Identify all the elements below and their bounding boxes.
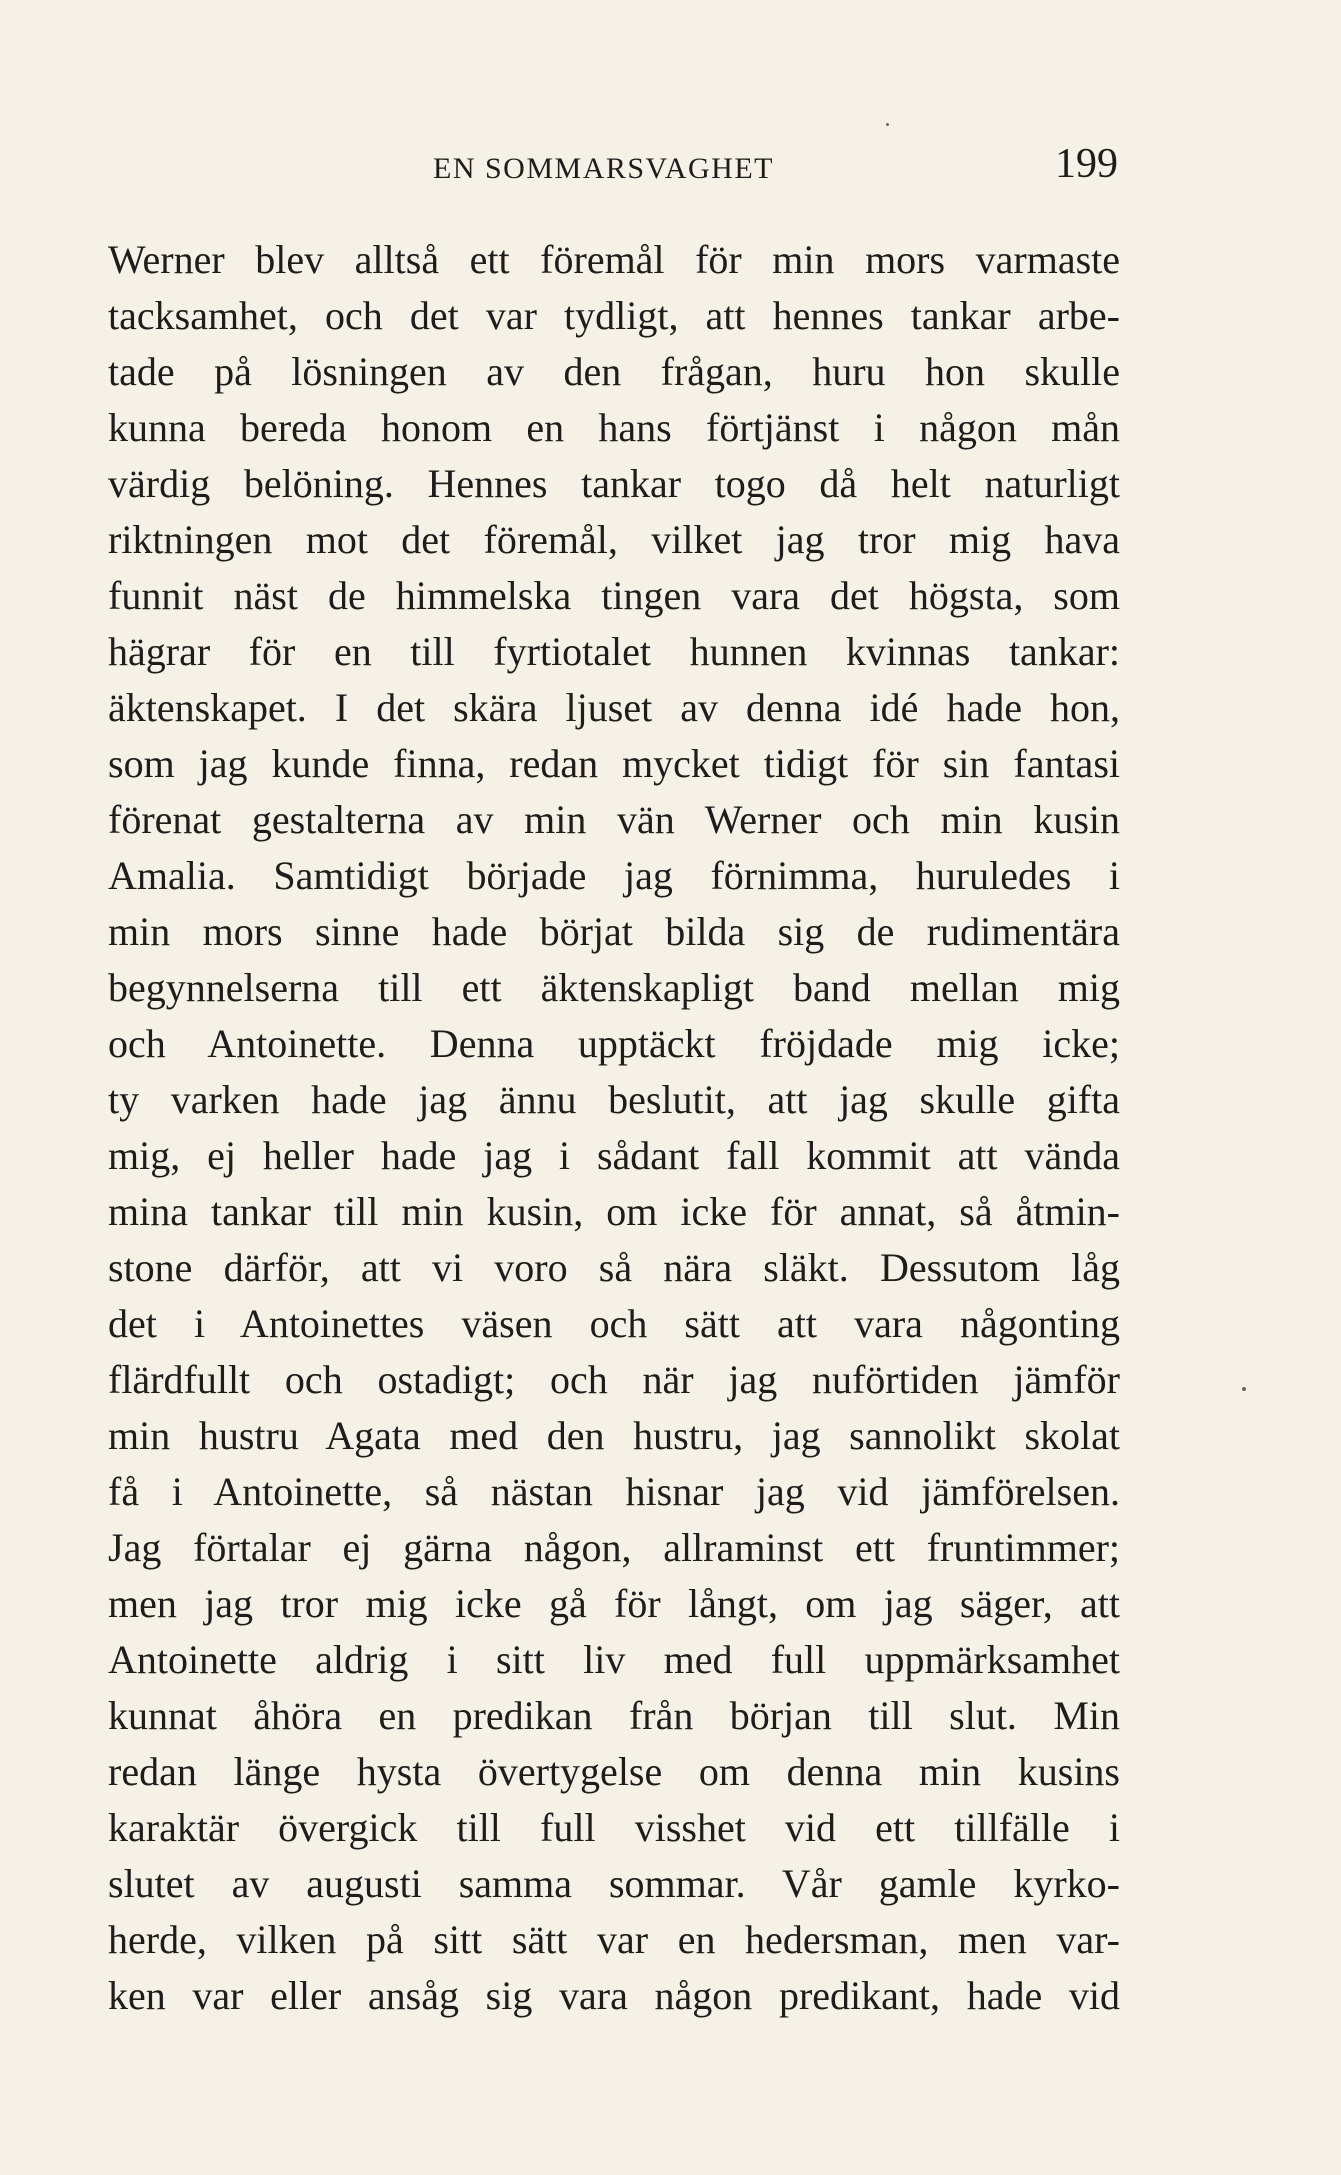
text-line: Werner blev alltså ett föremål för min mors varmaste [108, 237, 1120, 282]
text-line: och Antoinette. Denna upptäckt fröjdade mig icke; [108, 1021, 1120, 1066]
page-header [108, 140, 1118, 200]
text-line: mig, ej heller hade jag i sådant fall kommit att vända [108, 1133, 1120, 1178]
text-line: förenat gestalterna av min vän Werner och min kusin [108, 797, 1120, 842]
text-line: men jag tror mig icke gå för långt, om jag säger, att [108, 1581, 1120, 1626]
text-line: tacksamhet, och det var tydligt, att hennes tankar arbe- [108, 293, 1120, 338]
text-line: mina tankar till min kusin, om icke för annat, så åtmin- [108, 1189, 1120, 1234]
text-line: som jag kunde finna, redan mycket tidigt för sin fantasi [108, 741, 1120, 786]
text-line: herde, vilken på sitt sätt var en hedersman, men var- [108, 1917, 1120, 1962]
text-line: det i Antoinettes väsen och sätt att vara någonting [108, 1301, 1120, 1346]
paper-speck [1242, 1387, 1246, 1391]
text-line: tade på lösningen av den frågan, huru hon skulle [108, 349, 1120, 394]
text-line: min mors sinne hade börjat bilda sig de rudimentära [108, 909, 1120, 954]
text-line: värdig belöning. Hennes tankar togo då helt naturligt [108, 461, 1120, 506]
text-line: hägrar för en till fyrtiotalet hunnen kvinnas tankar: [108, 629, 1120, 674]
running-title: EN SOMMARSVAGHET [433, 152, 774, 185]
text-line: ty varken hade jag ännu beslutit, att jag skulle gifta [108, 1077, 1120, 1122]
text-line: slutet av augusti samma sommar. Vår gamle kyrko- [108, 1861, 1120, 1906]
text-line: karaktär övergick till full visshet vid ett tillfälle i [108, 1805, 1120, 1850]
text-line: flärdfullt och ostadigt; och när jag nuförtiden jämför [108, 1357, 1120, 1402]
text-line: riktningen mot det föremål, vilket jag tror mig hava [108, 517, 1120, 562]
text-line: få i Antoinette, så nästan hisnar jag vid jämförelsen. [108, 1469, 1120, 1514]
text-line: funnit näst de himmelska tingen vara det högsta, som [108, 573, 1120, 618]
paper-speck [886, 123, 889, 126]
text-line: kunna bereda honom en hans förtjänst i någon mån [108, 405, 1120, 450]
text-line: redan länge hysta övertygelse om denna min kusins [108, 1749, 1120, 1794]
text-line: min hustru Agata med den hustru, jag sannolikt skolat [108, 1413, 1120, 1458]
text-line: ken var eller ansåg sig vara någon predikant, hade vid [108, 1973, 1120, 2018]
text-line: begynnelserna till ett äktenskapligt band mellan mig [108, 965, 1120, 1010]
page-number: 199 [1055, 141, 1118, 187]
text-line: Amalia. Samtidigt började jag förnimma, huruledes i [108, 853, 1120, 898]
text-line: Antoinette aldrig i sitt liv med full uppmärksamhet [108, 1637, 1120, 1682]
text-line: stone därför, att vi voro så nära släkt. Dessutom låg [108, 1245, 1120, 1290]
body-text [108, 232, 1120, 2024]
text-line: kunnat åhöra en predikan från början till slut. Min [108, 1693, 1120, 1738]
text-line: Jag förtalar ej gärna någon, allraminst ett fruntimmer; [108, 1525, 1120, 1570]
text-line: äktenskapet. I det skära ljuset av denna idé hade hon, [108, 685, 1120, 730]
